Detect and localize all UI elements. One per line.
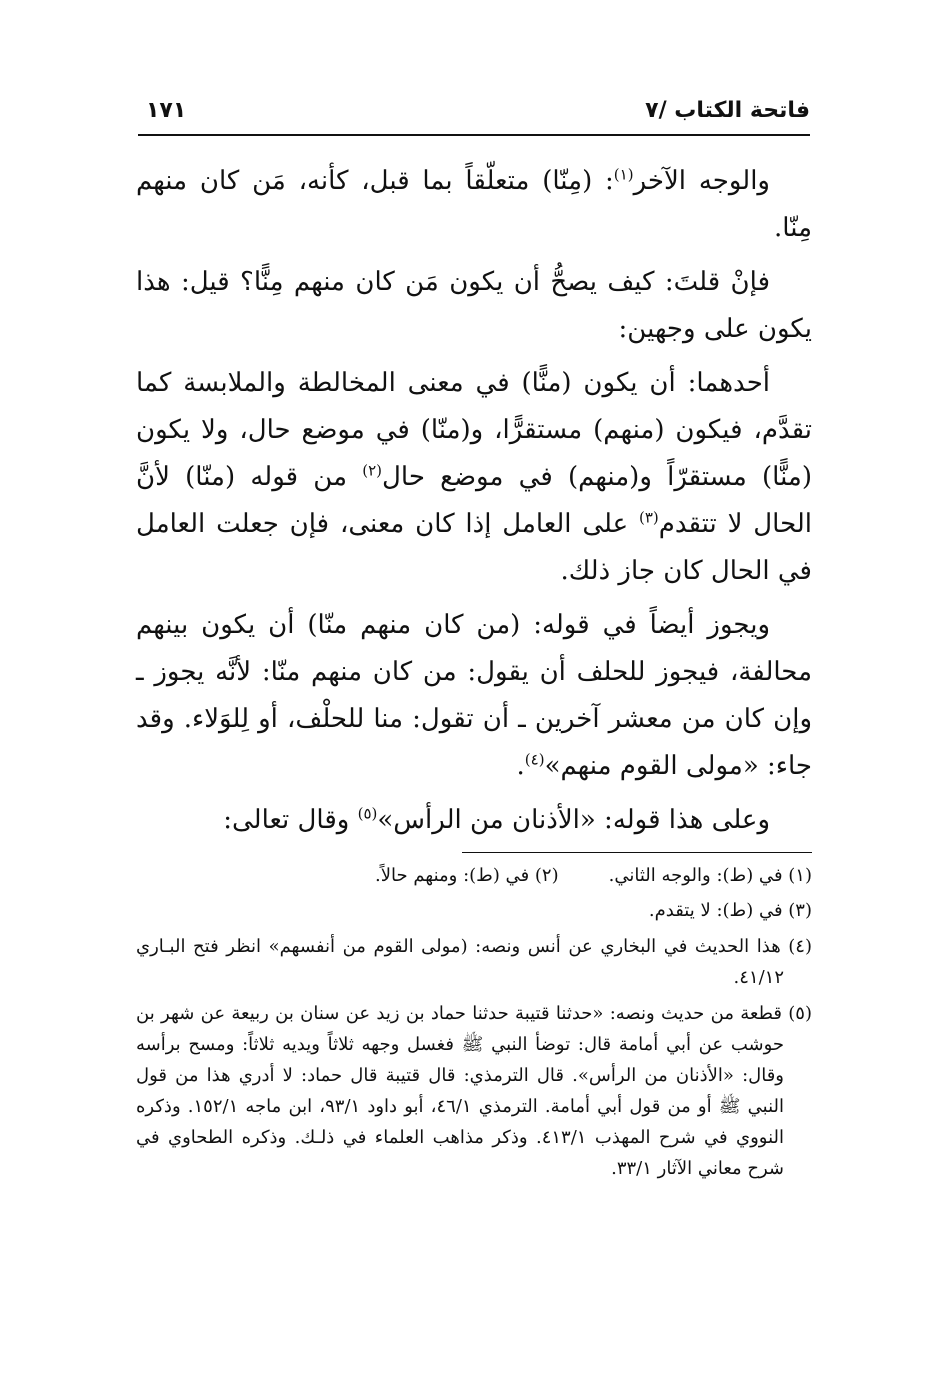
paragraph-5	[136, 797, 812, 844]
footnote-marker-3: (٣)	[638, 508, 659, 527]
paragraph-2	[136, 259, 812, 353]
footnote-row	[136, 860, 812, 891]
paragraph-text: فإنْ قلتَ: كيف يصحُّ أن يكون مَن كان منهم مِنًّا؟ قيل: هذا يكون على وجهين:	[136, 267, 812, 344]
footnote-marker-4: (٤)	[524, 750, 545, 769]
footnote-marker-5: (٥)	[357, 804, 378, 823]
footnotes	[136, 860, 812, 1189]
paragraph-text: : (مِنّا) متعلّقاً بما قبل، كأنه، مَن كان منهم مِنّا.	[136, 166, 812, 243]
page-header	[138, 92, 810, 134]
paragraph-text: .	[516, 751, 525, 781]
paragraph-3	[136, 360, 812, 595]
paragraph-text: وعلى هذا قوله: «الأذنان من الرأس»	[377, 805, 770, 835]
footnote-2: (٢) في (ط): ومنهم حالاً.	[375, 865, 559, 886]
footnote-marker-2: (٢)	[362, 461, 383, 480]
main-text	[136, 158, 812, 851]
paragraph-text: وقال تعالى:	[223, 805, 358, 835]
paragraph-text: والوجه الآخر	[633, 166, 770, 196]
footnote-4: (٤) هذا الحديث في البخاري عن أنس ونصه: (مولى القوم من أنفسهم» انظر فتح البـاري ٤١/١٢.	[136, 936, 812, 988]
paragraph-4	[136, 602, 812, 790]
footnote-divider	[462, 852, 812, 853]
running-title: فاتحة الكتاب /٧	[645, 98, 810, 123]
paragraph-1	[136, 158, 812, 252]
paragraph-text: على العامل إذا كان معنى، فإن جعلت العامل في الحال كان جاز ذلك.	[136, 509, 812, 586]
paragraph-text: أحدهما: أن يكون (منًّا) في معنى المخالطة والملابسة كما تقدَّم، فيكون (منهم) مستقرًّا، و(منّا) في موضع حال، ولا يكون (منًّا) مستقرّاً و(منهم) في موضع حال	[136, 368, 812, 492]
page-number: ١٧١	[146, 98, 187, 123]
footnote-3: (٣) في (ط): لا يتقدم.	[648, 900, 812, 921]
footnote-marker-1: (١)	[613, 165, 634, 184]
paragraph-text: ويجوز أيضاً في قوله: (من كان منهم منّا) أن يكون بينهم محالفة، فيجوز للحلف أن يقول: من كان منهم منّا: لأنَّه يجوز ـ وإن كان من معشر آخرين ـ أن تقول: منا للحلْف، أو لِلوَلاء. وقد جاء: «مولى القوم منهم»	[136, 610, 812, 781]
header-divider	[138, 134, 810, 136]
paragraph-text: من قوله (منّا) لأنَّ الحال لا تتقدم	[136, 462, 812, 539]
footnote-1: (١) في (ط): والوجه الثاني.	[608, 865, 812, 886]
footnote-5: (٥) قطعة من حديث ونصه: «حدثنا قتيبة حدثنا حماد بن زيد عن سنان بن ربيعة عن شهر بن حوشب عن أبي أمامة قال: توضأ النبي ﷺ فغسل وجهه ثلاثاً ويديه ثلاثاً: ومسح برأسه وقال: «الأذنان من الرأس». قال الترمذي: قال قتيبة قال حماد: لا أدري هذا من قول النبي ﷺ أو من قول أبي أمامة. الترمذي ٤٦/١، أبو داود ٩٣/١، ابن ماجه ١٥٢/١. وذكره النووي في شرح المهذب ٤١٣/١. وذكر مذاهب العلماء في ذلـك. وذكره الطحاوي في شرح معاني الآثار ٣٣/١.	[136, 1003, 812, 1179]
